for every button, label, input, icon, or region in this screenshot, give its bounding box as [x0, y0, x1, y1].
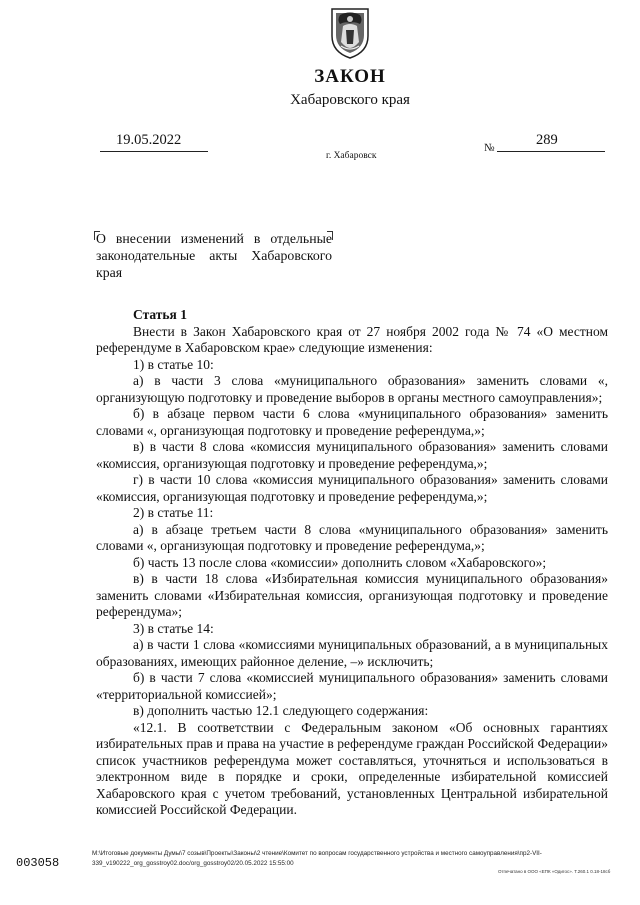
document-number: 289 — [536, 132, 558, 148]
paragraph: а) в части 1 слова «комиссиями муниципальных образований, а в муниципальных образованиях, имеющих районное деление, –» исключить; — [96, 637, 608, 669]
paragraph: б) часть 13 после слова «комиссии» дополнить словом «Хабаровского»; — [133, 554, 547, 570]
paragraph: 3) в статье 14: — [133, 620, 214, 636]
paragraph: 2) в статье 11: — [133, 505, 214, 520]
number-sign: № — [484, 142, 495, 154]
date-underline — [100, 151, 208, 152]
document-city: г. Хабаровск — [326, 151, 377, 161]
paragraph: 1) в статье 10: — [133, 356, 214, 372]
paragraph: г) в части 10 слова «комиссия муниципального образования» заменить словами «комиссия, организующая подготовку и проведение референдума,»; — [96, 472, 608, 504]
coat-of-arms-icon — [329, 6, 371, 60]
article-heading: Статья 1 — [133, 307, 187, 322]
paragraph: в) в части 18 слова «Избирательная комиссия муниципального образования» заменить словами «Избирательная комиссия, организующая подготовку и проведение референдума»; — [96, 571, 608, 619]
document-subject: О внесении изменений в отдельные законодательные акты Хабаровского края — [96, 231, 332, 280]
paragraph: б) в абзаце первом части 6 слова «муниципального образования» заменить словами «, организующая подготовку и проведение референдума,»; — [96, 406, 608, 438]
footer-print-code: Отпечатано в ООО «ЕПК «Одигос». Т.260.1 0.18-18сб — [498, 869, 611, 874]
footer-file-path: М:\Итоговые документы Думы\7 созыв\Проекты\Законы\2 чтение\Комитет по вопросам государственного устройства и местного самоуправления\пр2-VII-339_v190222_org_gosstroy02.doc/org_gosstroy02/20.05.2022 15:55:00 — [92, 850, 542, 867]
paragraph: в) в части 8 слова «комиссия муниципального образования» заменить словами «комиссия, организующая подготовку и проведение референдума,»; — [96, 439, 608, 471]
paragraph: б) в части 7 слова «комиссией муниципального образования» заменить словами «территориальной комиссией»; — [96, 670, 608, 702]
document-date: 19.05.2022 — [116, 132, 182, 148]
paragraph: в) дополнить частью 12.1 следующего содержания: — [133, 703, 429, 718]
document-subtitle: Хабаровского края — [290, 92, 410, 108]
paragraph: а) в абзаце третьем части 8 слова «муниципального образования» заменить словами «, организующая подготовку и проведение референдума,»; — [96, 521, 608, 553]
document-title: ЗАКОН — [314, 66, 386, 87]
document-body — [96, 307, 608, 819]
paragraph: «12.1. В соответствии с Федеральным законом «Об основных гарантиях избирательных прав и права на участие в референдуме граждан Российской Федерации» список участников референдума может составляться, уточняться и использоваться в электронном виде в порядке и сроки, определенные избирательной комиссией Хабаровского края с учетом требований, установленных Центральной избирательной комиссией Российской Федерации. — [96, 719, 608, 817]
paragraph: Внести в Закон Хабаровского края от 27 ноября 2002 года № 74 «О местном референдуме в Хабаровском крае» следующие изменения: — [96, 323, 608, 355]
paragraph: а) в части 3 слова «муниципального образования» заменить словами «, организующую подготовку и проведение выборов в органы местного самоуправления»; — [96, 373, 608, 405]
footer-doc-number: 003058 — [16, 856, 60, 870]
number-underline — [497, 151, 605, 152]
